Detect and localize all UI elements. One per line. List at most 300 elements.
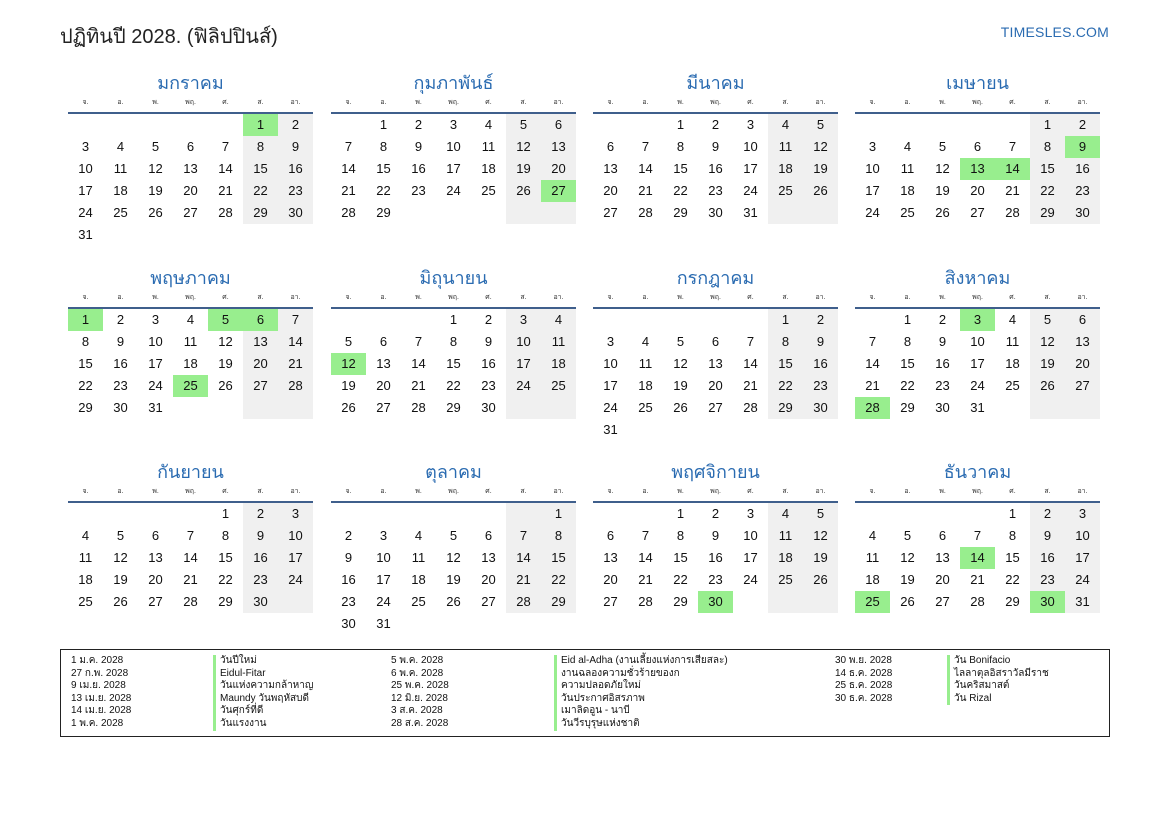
weekday-header	[593, 485, 838, 499]
day-cell: 8	[1008, 528, 1017, 543]
weekday-label: อ.	[904, 294, 911, 301]
weekday-label: พ.	[939, 488, 946, 495]
day-grid	[68, 309, 313, 419]
empty-day-cell	[436, 202, 471, 224]
weekday-label: อา.	[815, 294, 826, 301]
week-row	[68, 525, 313, 547]
day-cell: 4	[768, 503, 803, 525]
weekday-label: อา.	[1077, 294, 1088, 301]
empty-day-cell	[890, 114, 925, 136]
day-cell: 8	[243, 136, 278, 158]
day-cell: 15	[376, 161, 391, 176]
day-cell: 9	[344, 550, 353, 565]
day-cell: 11	[113, 161, 128, 176]
day-cell: 24	[743, 572, 758, 587]
holiday-name: วัน Rizal	[954, 692, 992, 704]
day-cell: 16	[708, 550, 723, 565]
day-cell: 31	[148, 400, 163, 415]
day-cell: 11	[900, 161, 915, 176]
weekday-label: ส.	[1044, 488, 1051, 495]
empty-day-cell	[243, 224, 278, 246]
weekday-label: พ.	[152, 99, 159, 106]
empty-day-cell	[506, 202, 541, 224]
day-cell: 2	[1030, 503, 1065, 525]
site-brand-link[interactable]: TIMESLES.COM	[1000, 24, 1109, 40]
weekday-label: พ.	[415, 294, 422, 301]
week-row	[68, 309, 313, 331]
day-cell: 24	[506, 375, 541, 397]
day-cell: 23	[1030, 569, 1065, 591]
day-cell: 13	[603, 550, 618, 565]
day-cell: 15	[673, 550, 688, 565]
month-5	[68, 265, 313, 419]
weekday-label: ศ.	[1009, 99, 1016, 106]
weekday-header	[68, 96, 313, 110]
day-cell: 22	[673, 572, 688, 587]
empty-day-cell	[663, 309, 698, 331]
day-cell: 25	[78, 594, 93, 609]
day-cell: 19	[900, 572, 915, 587]
empty-day-cell	[471, 202, 506, 224]
day-cell: 4	[541, 309, 576, 331]
day-cell: 19	[113, 572, 128, 587]
day-cell: 2	[243, 503, 278, 525]
day-cell: 14	[638, 161, 653, 176]
day-cell: 11	[183, 334, 198, 349]
week-row	[593, 525, 838, 547]
day-cell: 31	[1065, 591, 1100, 613]
weekday-label: อา.	[815, 488, 826, 495]
day-cell: 27	[1065, 375, 1100, 397]
empty-day-cell	[733, 419, 768, 441]
day-cell: 22	[541, 569, 576, 591]
day-cell: 14	[865, 356, 880, 371]
day-cell: 3	[1065, 503, 1100, 525]
day-cell: 23	[708, 183, 723, 198]
week-row	[331, 591, 576, 613]
day-cell: 29	[673, 594, 688, 609]
day-cell: 3	[868, 139, 877, 154]
day-cell: 10	[148, 334, 163, 349]
day-cell: 17	[865, 183, 880, 198]
day-cell: 10	[970, 334, 985, 349]
day-cell: 29	[1005, 594, 1020, 609]
week-row	[593, 136, 838, 158]
day-cell: 16	[341, 572, 356, 587]
day-cell: 3	[746, 506, 755, 521]
weekday-label: ศ.	[747, 294, 754, 301]
weekday-label: ศ.	[1009, 294, 1016, 301]
weekday-label: อา.	[290, 294, 301, 301]
week-row	[68, 353, 313, 375]
month-name: กรกฎาคม	[676, 268, 755, 288]
weekday-label: ส.	[520, 488, 527, 495]
month-2	[331, 70, 576, 224]
week-row	[855, 375, 1100, 397]
day-cell: 7	[221, 139, 230, 154]
holiday-date: 13 เม.ย. 2028	[71, 692, 132, 704]
day-cell: 22	[78, 378, 93, 393]
day-cell: 26	[341, 400, 356, 415]
day-cell: 21	[218, 183, 233, 198]
weekday-label: พฤ.	[185, 294, 196, 301]
day-cell: 14	[341, 161, 356, 176]
day-cell: 6	[379, 334, 388, 349]
weekday-label: อา.	[1077, 488, 1088, 495]
empty-day-cell	[331, 114, 366, 136]
day-cell: 12	[673, 356, 688, 371]
day-cell: 28	[341, 205, 356, 220]
weekday-label: อา.	[553, 488, 564, 495]
day-cell: 24	[278, 569, 313, 591]
day-cell: 5	[449, 528, 458, 543]
day-cell: 20	[935, 572, 950, 587]
day-cell: 14	[411, 356, 426, 371]
day-cell: 26	[803, 569, 838, 591]
empty-day-cell	[855, 309, 890, 331]
day-cell: 18	[768, 547, 803, 569]
day-cell: 27	[935, 594, 950, 609]
week-row	[331, 525, 576, 547]
empty-day-cell	[173, 397, 208, 419]
empty-day-cell	[733, 591, 768, 613]
weekday-header	[68, 291, 313, 305]
weekday-label: อ.	[380, 99, 387, 106]
empty-day-cell	[471, 503, 506, 525]
empty-day-cell	[628, 503, 663, 525]
day-cell: 4	[414, 528, 423, 543]
day-cell: 19	[673, 378, 688, 393]
holiday-dates-col-2	[391, 655, 449, 731]
week-row	[331, 375, 576, 397]
weekday-label: ส.	[257, 488, 264, 495]
day-cell: 23	[341, 594, 356, 609]
holiday-day-cell: 25	[855, 591, 890, 613]
holiday-date: 25 พ.ค. 2028	[391, 680, 449, 692]
day-cell: 22	[1005, 572, 1020, 587]
day-cell: 17	[1065, 547, 1100, 569]
day-cell: 1	[541, 503, 576, 525]
day-cell: 31	[970, 400, 985, 415]
week-row	[593, 569, 838, 591]
day-cell: 25	[1005, 378, 1020, 393]
week-row	[68, 114, 313, 136]
empty-day-cell	[278, 397, 313, 419]
day-cell: 26	[218, 378, 233, 393]
day-cell: 29	[218, 594, 233, 609]
month-name: กุมภาพันธ์	[413, 73, 494, 93]
month-7	[593, 265, 838, 441]
empty-day-cell	[436, 613, 471, 635]
empty-day-cell	[995, 114, 1030, 136]
day-cell: 6	[606, 139, 615, 154]
holiday-name: วันแรงงาน	[220, 717, 267, 729]
month-6	[331, 265, 576, 419]
day-cell: 5	[1030, 309, 1065, 331]
day-cell: 10	[376, 550, 391, 565]
holiday-date: 5 พ.ค. 2028	[391, 655, 444, 666]
week-row	[331, 158, 576, 180]
day-cell: 20	[541, 158, 576, 180]
day-grid	[68, 114, 313, 246]
day-cell: 5	[116, 528, 125, 543]
holiday-date: 3 ส.ค. 2028	[391, 705, 443, 717]
day-cell: 9	[414, 139, 423, 154]
weekday-label: จ.	[345, 99, 352, 106]
day-cell: 10	[743, 528, 758, 543]
weekday-label: พฤ.	[185, 99, 196, 106]
empty-day-cell	[103, 114, 138, 136]
day-cell: 17	[446, 161, 461, 176]
weekday-label: จ.	[607, 488, 614, 495]
week-row	[855, 136, 1100, 158]
month-name: ธันวาคม	[943, 462, 1012, 482]
empty-day-cell	[628, 419, 663, 441]
week-row	[68, 397, 313, 419]
empty-day-cell	[628, 114, 663, 136]
day-cell: 20	[708, 378, 723, 393]
day-cell: 4	[116, 139, 125, 154]
day-cell: 21	[183, 572, 198, 587]
day-cell: 17	[278, 547, 313, 569]
week-row	[855, 202, 1100, 224]
weekday-label: จ.	[345, 294, 352, 301]
weekday-label: อา.	[290, 99, 301, 106]
weekday-header	[593, 291, 838, 305]
day-cell: 7	[641, 528, 650, 543]
day-cell: 10	[603, 356, 618, 371]
weekday-label: พ.	[152, 488, 159, 495]
holiday-dates-col-1	[71, 655, 131, 731]
weekday-label: จ.	[82, 99, 89, 106]
day-cell: 20	[603, 183, 618, 198]
weekday-label: ศ.	[222, 294, 229, 301]
week-row	[331, 353, 576, 375]
weekday-label: พ.	[415, 488, 422, 495]
holiday-name: งานฉลองความชั่วร้ายของก	[561, 667, 680, 679]
weekday-label: พฤ.	[448, 294, 459, 301]
holiday-name: วันปีใหม่	[220, 655, 257, 666]
empty-day-cell	[1030, 397, 1065, 419]
day-cell: 5	[903, 528, 912, 543]
day-cell: 17	[506, 353, 541, 375]
day-cell: 31	[78, 227, 93, 242]
weekday-label: จ.	[869, 488, 876, 495]
empty-day-cell	[803, 202, 838, 224]
empty-day-cell	[960, 503, 995, 525]
weekday-label: พฤ.	[710, 488, 721, 495]
month-name: มิถุนายน	[419, 268, 488, 288]
holiday-day-cell: 30	[1030, 591, 1065, 613]
day-cell: 25	[768, 180, 803, 202]
day-cell: 20	[481, 572, 496, 587]
day-cell: 13	[376, 356, 391, 371]
weekday-label: ส.	[782, 99, 789, 106]
week-row	[68, 591, 313, 613]
day-cell: 6	[711, 334, 720, 349]
day-cell: 7	[414, 334, 423, 349]
holiday-name: วันคริสมาสต์	[954, 680, 1010, 692]
day-cell: 8	[676, 528, 685, 543]
day-cell: 2	[484, 312, 493, 327]
day-cell: 18	[183, 356, 198, 371]
day-cell: 30	[113, 400, 128, 415]
day-cell: 6	[1065, 309, 1100, 331]
day-cell: 30	[341, 616, 356, 631]
day-cell: 22	[218, 572, 233, 587]
empty-day-cell	[401, 309, 436, 331]
empty-day-cell	[208, 397, 243, 419]
empty-day-cell	[331, 309, 366, 331]
weekday-header	[855, 291, 1100, 305]
day-cell: 28	[183, 594, 198, 609]
day-cell: 11	[78, 550, 93, 565]
empty-day-cell	[103, 503, 138, 525]
weekday-label: พฤ.	[972, 488, 983, 495]
day-cell: 4	[484, 117, 493, 132]
week-row	[855, 503, 1100, 525]
day-cell: 15	[1030, 158, 1065, 180]
empty-day-cell	[366, 309, 401, 331]
holiday-day-cell: 6	[243, 309, 278, 331]
weekday-label: พฤ.	[448, 488, 459, 495]
day-cell: 17	[743, 550, 758, 565]
week-row	[68, 158, 313, 180]
day-cell: 24	[865, 205, 880, 220]
day-cell: 21	[743, 378, 758, 393]
empty-day-cell	[68, 114, 103, 136]
weekday-label: อ.	[904, 488, 911, 495]
week-row	[855, 353, 1100, 375]
day-cell: 15	[673, 161, 688, 176]
day-cell: 15	[446, 356, 461, 371]
day-cell: 8	[768, 331, 803, 353]
day-cell: 24	[78, 205, 93, 220]
day-cell: 26	[148, 205, 163, 220]
day-cell: 22	[446, 378, 461, 393]
day-cell: 7	[746, 334, 755, 349]
week-row	[593, 547, 838, 569]
day-cell: 24	[603, 400, 618, 415]
day-cell: 13	[183, 161, 198, 176]
weekday-label: พ.	[677, 99, 684, 106]
month-11	[593, 459, 838, 613]
day-cell: 17	[970, 356, 985, 371]
day-cell: 2	[1065, 114, 1100, 136]
day-cell: 4	[1008, 312, 1017, 327]
weekday-label: พฤ.	[972, 294, 983, 301]
week-row	[593, 397, 838, 419]
holiday-dates-col-3	[835, 655, 892, 705]
holiday-date: 30 พ.ย. 2028	[835, 655, 892, 666]
month-12	[855, 459, 1100, 613]
day-cell: 18	[541, 353, 576, 375]
day-cell: 28	[638, 205, 653, 220]
day-cell: 6	[606, 528, 615, 543]
weekday-label: พ.	[939, 294, 946, 301]
day-cell: 12	[113, 550, 128, 565]
holiday-name: Maundy วันพฤหัสบดี	[220, 692, 309, 704]
day-cell: 24	[376, 594, 391, 609]
day-cell: 24	[1065, 569, 1100, 591]
empty-day-cell	[103, 224, 138, 246]
day-cell: 12	[803, 525, 838, 547]
day-cell: 7	[506, 525, 541, 547]
day-cell: 19	[341, 378, 356, 393]
day-cell: 19	[446, 572, 461, 587]
day-cell: 11	[541, 331, 576, 353]
day-cell: 16	[243, 547, 278, 569]
week-row	[855, 180, 1100, 202]
empty-day-cell	[593, 114, 628, 136]
day-cell: 10	[78, 161, 93, 176]
weekday-label: พฤ.	[185, 488, 196, 495]
day-cell: 3	[81, 139, 90, 154]
holiday-date: 9 เม.ย. 2028	[71, 680, 126, 692]
day-cell: 10	[865, 161, 880, 176]
day-cell: 8	[221, 528, 230, 543]
week-row	[68, 224, 313, 246]
day-cell: 28	[970, 594, 985, 609]
day-cell: 29	[900, 400, 915, 415]
week-row	[593, 114, 838, 136]
day-cell: 21	[278, 353, 313, 375]
weekday-label: พฤ.	[710, 99, 721, 106]
day-cell: 31	[743, 205, 758, 220]
week-row	[331, 569, 576, 591]
month-name: ตุลาคม	[425, 462, 482, 482]
month-4	[855, 70, 1100, 224]
holiday-day-cell: 12	[331, 353, 366, 375]
day-cell: 13	[603, 161, 618, 176]
day-cell: 27	[243, 375, 278, 397]
day-cell: 23	[278, 180, 313, 202]
holiday-list	[60, 649, 1110, 737]
empty-day-cell	[855, 503, 890, 525]
day-cell: 9	[938, 334, 947, 349]
holiday-date: 14 เม.ย. 2028	[71, 705, 132, 717]
empty-day-cell	[803, 419, 838, 441]
day-grid	[331, 114, 576, 224]
day-cell: 13	[243, 331, 278, 353]
day-cell: 23	[481, 378, 496, 393]
day-cell: 1	[768, 309, 803, 331]
day-cell: 12	[446, 550, 461, 565]
empty-day-cell	[541, 613, 576, 635]
day-cell: 21	[411, 378, 426, 393]
day-cell: 21	[341, 183, 356, 198]
holiday-day-cell: 30	[698, 591, 733, 613]
day-cell: 6	[938, 528, 947, 543]
day-cell: 27	[603, 594, 618, 609]
week-row	[855, 114, 1100, 136]
page-title: ปฏิทินปี 2028. (ฟิลิปปินส์)	[60, 26, 278, 48]
day-cell: 19	[1030, 353, 1065, 375]
day-cell: 8	[449, 334, 458, 349]
day-cell: 15	[243, 158, 278, 180]
day-cell: 30	[803, 397, 838, 419]
day-cell: 21	[865, 378, 880, 393]
day-cell: 12	[148, 161, 163, 176]
week-row	[68, 180, 313, 202]
holiday-date: 1 ม.ค. 2028	[71, 655, 124, 666]
week-row	[331, 114, 576, 136]
day-cell: 22	[673, 183, 688, 198]
day-cell: 29	[541, 591, 576, 613]
day-cell: 17	[148, 356, 163, 371]
day-cell: 7	[344, 139, 353, 154]
day-cell: 7	[1008, 139, 1017, 154]
